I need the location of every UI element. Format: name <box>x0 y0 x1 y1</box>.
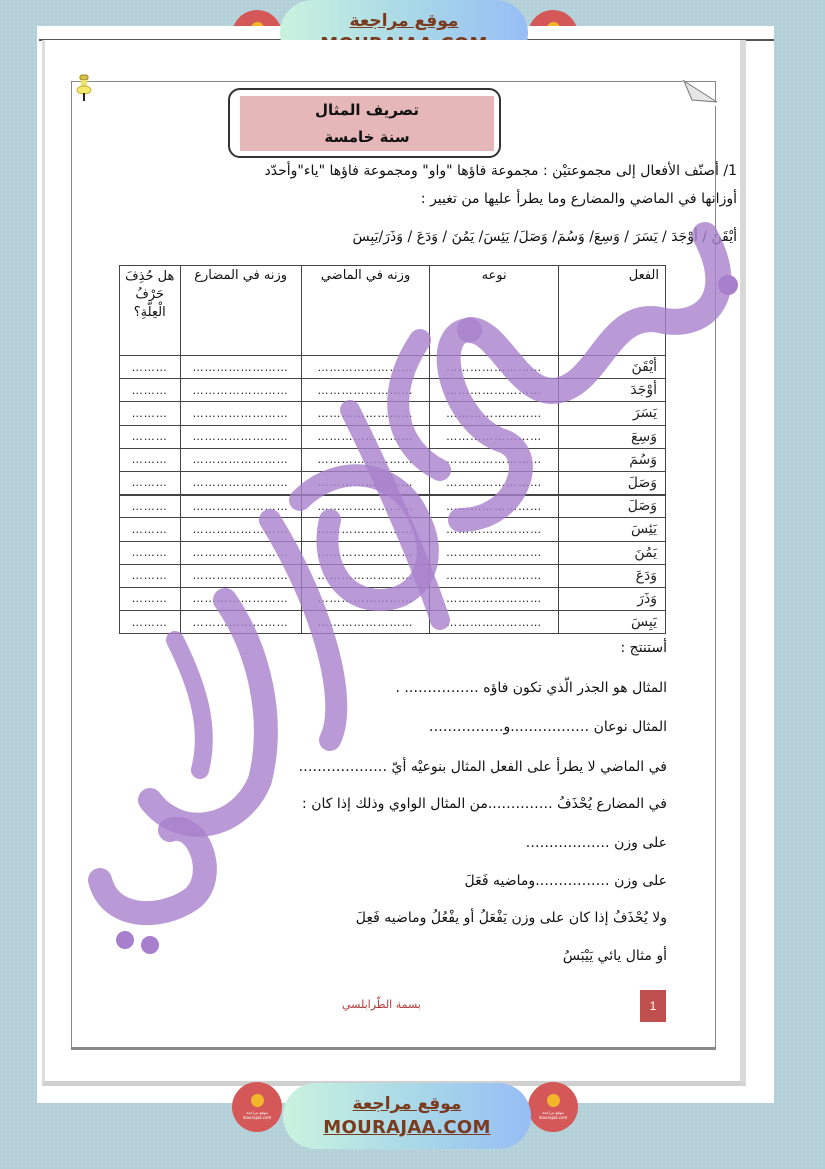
table-row <box>120 356 666 379</box>
table-row <box>120 425 666 448</box>
deleted-letter-answer-cell[interactable]: ……… <box>120 611 181 634</box>
present-pattern-answer-cell[interactable]: …………………… <box>180 471 301 494</box>
table-row <box>120 495 666 518</box>
type-answer-cell[interactable]: …………………… <box>430 379 559 402</box>
verb-cell: وَدَعَ <box>558 564 665 587</box>
table-row <box>120 564 666 587</box>
book-logo-icon <box>547 1094 560 1107</box>
grade-label: سنة خامسة <box>324 128 410 147</box>
verb-cell: وَصَلَ <box>558 471 665 494</box>
verb-cell: وَسُمَ <box>558 448 665 471</box>
header-past-pattern: وزنه في الماضي <box>301 266 430 356</box>
badge-caption-en: mourajaa.com <box>242 1115 272 1120</box>
past-pattern-answer-cell[interactable]: …………………… <box>301 448 430 471</box>
table-row <box>120 518 666 541</box>
site-name-latin[interactable]: MOURAJAA.COM <box>323 1117 491 1138</box>
past-pattern-answer-cell[interactable]: …………………… <box>301 471 430 494</box>
past-pattern-answer-cell[interactable]: …………………… <box>301 495 430 518</box>
deleted-letter-answer-cell[interactable]: ……… <box>120 448 181 471</box>
past-pattern-answer-cell[interactable]: …………………… <box>301 518 430 541</box>
present-pattern-answer-cell[interactable]: …………………… <box>180 448 301 471</box>
header-verb: الفعل <box>558 266 665 356</box>
page-curl-icon <box>682 80 718 106</box>
present-pattern-answer-cell[interactable]: …………………… <box>180 564 301 587</box>
past-pattern-answer-cell[interactable]: …………………… <box>301 402 430 425</box>
conjugation-table <box>119 265 666 634</box>
header-deleted-letter: هل حُذِفَ حَرْفُ الْعِلّةِ؟ <box>120 266 181 356</box>
type-answer-cell[interactable]: …………………… <box>430 471 559 494</box>
badge-caption-en: mourajaa.com <box>538 1115 568 1120</box>
deleted-letter-answer-cell[interactable]: ……… <box>120 356 181 379</box>
type-answer-cell[interactable]: …………………… <box>430 587 559 610</box>
past-pattern-answer-cell[interactable]: …………………… <box>301 564 430 587</box>
title-fill <box>240 96 494 151</box>
verb-cell: يَسَرَ <box>558 402 665 425</box>
table-row <box>120 471 666 494</box>
deleted-letter-answer-cell[interactable]: ……… <box>120 495 181 518</box>
deleted-letter-answer-cell[interactable]: ……… <box>120 379 181 402</box>
present-pattern-answer-cell[interactable]: …………………… <box>180 611 301 634</box>
past-pattern-answer-cell[interactable]: …………………… <box>301 611 430 634</box>
conclusion-heading: أستنتج : <box>620 640 667 656</box>
type-answer-cell[interactable]: …………………… <box>430 425 559 448</box>
present-pattern-answer-cell[interactable]: …………………… <box>180 356 301 379</box>
past-pattern-answer-cell[interactable]: …………………… <box>301 379 430 402</box>
verb-cell: وَذَرَ <box>558 587 665 610</box>
conclusion-line[interactable]: المثال نوعان ……………..و……………. <box>429 719 667 735</box>
conclusion-line[interactable]: المثال هو الجذر الّذي تكون فاؤه ……………. . <box>395 680 667 696</box>
deleted-letter-answer-cell[interactable]: ……… <box>120 518 181 541</box>
type-answer-cell[interactable]: …………………… <box>430 356 559 379</box>
book-logo-icon <box>251 1094 264 1107</box>
conclusion-line[interactable]: على وزن …………….وماضيه فَعَلَ <box>464 873 667 889</box>
present-pattern-answer-cell[interactable]: …………………… <box>180 379 301 402</box>
present-pattern-answer-cell[interactable]: …………………… <box>180 541 301 564</box>
conclusion-line[interactable]: في الماضي لا يطرأ على الفعل المثال بنوعيْه أيّ ………………. <box>298 759 667 775</box>
type-answer-cell[interactable]: …………………… <box>430 448 559 471</box>
past-pattern-answer-cell[interactable]: …………………… <box>301 541 430 564</box>
type-answer-cell[interactable]: …………………… <box>430 541 559 564</box>
author-name: بسمة الطّرابلسي <box>342 998 421 1011</box>
deleted-letter-answer-cell[interactable]: ……… <box>120 425 181 448</box>
badge-caption-ar: موقع مراجعة <box>246 1110 268 1115</box>
type-answer-cell[interactable]: …………………… <box>430 564 559 587</box>
site-badge-bottom-right[interactable] <box>528 1082 578 1132</box>
exercise-instruction-line1: 1/ أصنّف الأفعال إلى مجموعتيْن : مجموعة فاؤها "واو" ومجموعة فاؤها "ياء"وأحدّد <box>264 163 737 179</box>
site-badge-bottom-left[interactable] <box>232 1082 282 1132</box>
table-row <box>120 611 666 634</box>
verb-cell: أوْجَدَ <box>558 379 665 402</box>
title-box <box>228 88 501 158</box>
page-title: تصريف المثال <box>314 100 420 119</box>
deleted-letter-answer-cell[interactable]: ……… <box>120 402 181 425</box>
deleted-letter-answer-cell[interactable]: ……… <box>120 471 181 494</box>
table-row <box>120 402 666 425</box>
pushpin-icon <box>74 72 94 104</box>
verb-cell: يَمُنَ <box>558 541 665 564</box>
site-name-arabic[interactable]: موقع مراجعة <box>352 1094 462 1114</box>
past-pattern-answer-cell[interactable]: …………………… <box>301 425 430 448</box>
type-answer-cell[interactable]: …………………… <box>430 611 559 634</box>
page-number: 1 <box>640 990 666 1022</box>
verb-cell: وَسِعَ <box>558 425 665 448</box>
exercise-instruction-line2: أوزانها في الماضي والمضارع وما يطرأ عليها من تغيير : <box>420 191 737 207</box>
table-row <box>120 541 666 564</box>
table-row <box>120 379 666 402</box>
present-pattern-answer-cell[interactable]: …………………… <box>180 518 301 541</box>
badge-caption-ar: موقع مراجعة <box>542 1110 564 1115</box>
header-present-pattern: وزنه في المضارع <box>180 266 301 356</box>
verb-cell: أيْقَنَ <box>558 356 665 379</box>
header-type: نوعه <box>430 266 559 356</box>
verbs-list: أيْقَنَ / أوْجَدَ / يَسَرَ / وَسِعَ/ وَسُمَ/ وَصَلَ/ يَئِسَ/ يَمُنَ / وَدَعَ / وَذَرَ/يَبِسَ <box>352 229 737 245</box>
present-pattern-answer-cell[interactable]: …………………… <box>180 587 301 610</box>
table-header-row <box>120 266 666 356</box>
type-answer-cell[interactable]: …………………… <box>430 402 559 425</box>
table-body <box>120 356 666 634</box>
table-row <box>120 587 666 610</box>
past-pattern-answer-cell[interactable]: …………………… <box>301 356 430 379</box>
verb-cell: وَصَلَ <box>558 495 665 518</box>
site-name-arabic[interactable]: موقع مراجعة <box>349 11 459 31</box>
deleted-letter-answer-cell[interactable]: ……… <box>120 541 181 564</box>
conclusion-line[interactable]: على وزن ……………… <box>525 835 667 851</box>
conclusion-line[interactable]: في المضارع يُحْذَفُ …………..من المثال الواوي وذلك إذا كان : <box>302 796 667 812</box>
verb-cell: يَئِسَ <box>558 518 665 541</box>
present-pattern-answer-cell[interactable]: …………………… <box>180 495 301 518</box>
type-answer-cell[interactable]: …………………… <box>430 495 559 518</box>
conclusion-line: ولا يُحْذَفُ إذا كان على وزن يَفْعَلُ أو يفْعُلُ وماضيه فَعِلَ <box>355 910 667 926</box>
verb-cell: يَبِسَ <box>558 611 665 634</box>
table-row <box>120 448 666 471</box>
present-pattern-answer-cell[interactable]: …………………… <box>180 402 301 425</box>
deleted-letter-answer-cell[interactable]: ……… <box>120 564 181 587</box>
present-pattern-answer-cell[interactable]: …………………… <box>180 425 301 448</box>
past-pattern-answer-cell[interactable]: …………………… <box>301 587 430 610</box>
site-banner-bottom[interactable] <box>283 1083 531 1149</box>
conclusion-line: أو مثال يائي يَيْبَسُ <box>562 948 667 964</box>
type-answer-cell[interactable]: …………………… <box>430 518 559 541</box>
deleted-letter-answer-cell[interactable]: ……… <box>120 587 181 610</box>
